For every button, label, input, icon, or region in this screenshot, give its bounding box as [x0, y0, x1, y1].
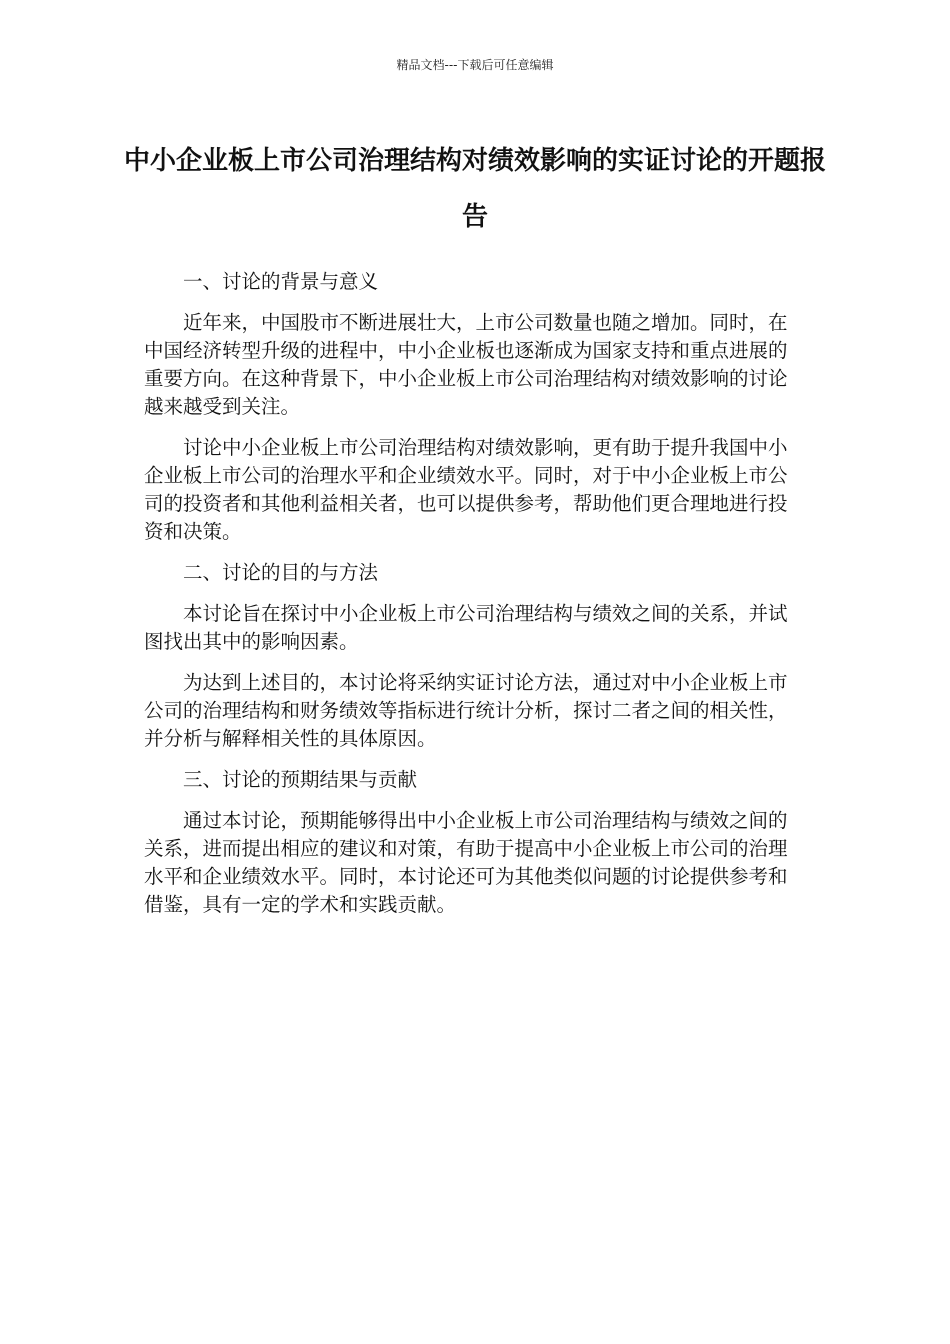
section-heading-2: 二、讨论的目的与方法 — [183, 561, 379, 584]
section-heading-3: 三、讨论的预期结果与贡献 — [183, 768, 418, 791]
paragraph-2-1: 本讨论旨在探讨中小企业板上市公司治理结构与绩效之间的关系，并试图找出其中的影响因素。 — [144, 602, 788, 653]
document-title: 中小企业板上市公司治理结构对绩效影响的实证讨论的开题报告 — [123, 146, 826, 232]
paragraph-1-2: 讨论中小企业板上市公司治理结构对绩效影响，更有助于提升我国中小企业板上市公司的治理水平和企业绩效水平。同时，对于中小企业板上市公司的投资者和其他利益相关者，也可以提供参考，帮助他们更合理地进行投资和决策。 — [144, 436, 788, 543]
paragraph-1-1: 近年来，中国股市不断进展壮大，上市公司数量也随之增加。同时，在中国经济转型升级的进程中，中小企业板也逐渐成为国家支持和重点进展的重要方向。在这种背景下，中小企业板上市公司治理结构对绩效影响的讨论越来越受到关注。 — [144, 311, 788, 418]
header-note: 精品文档---下载后可任意编辑 — [396, 58, 554, 72]
paragraph-3-1: 通过本讨论，预期能够得出中小企业板上市公司治理结构与绩效之间的关系，进而提出相应的建议和对策，有助于提高中小企业板上市公司的治理水平和企业绩效水平。同时，本讨论还可为其他类似问题的讨论提供参考和借鉴，具有一定的学术和实践贡献。 — [144, 809, 788, 916]
document-body — [144, 268, 804, 919]
section-heading-1: 一、讨论的背景与意义 — [183, 270, 379, 293]
paragraph-2-2: 为达到上述目的，本讨论将采纳实证讨论方法，通过对中小企业板上市公司的治理结构和财务绩效等指标进行统计分析，探讨二者之间的相关性，并分析与解释相关性的具体原因。 — [144, 671, 788, 750]
